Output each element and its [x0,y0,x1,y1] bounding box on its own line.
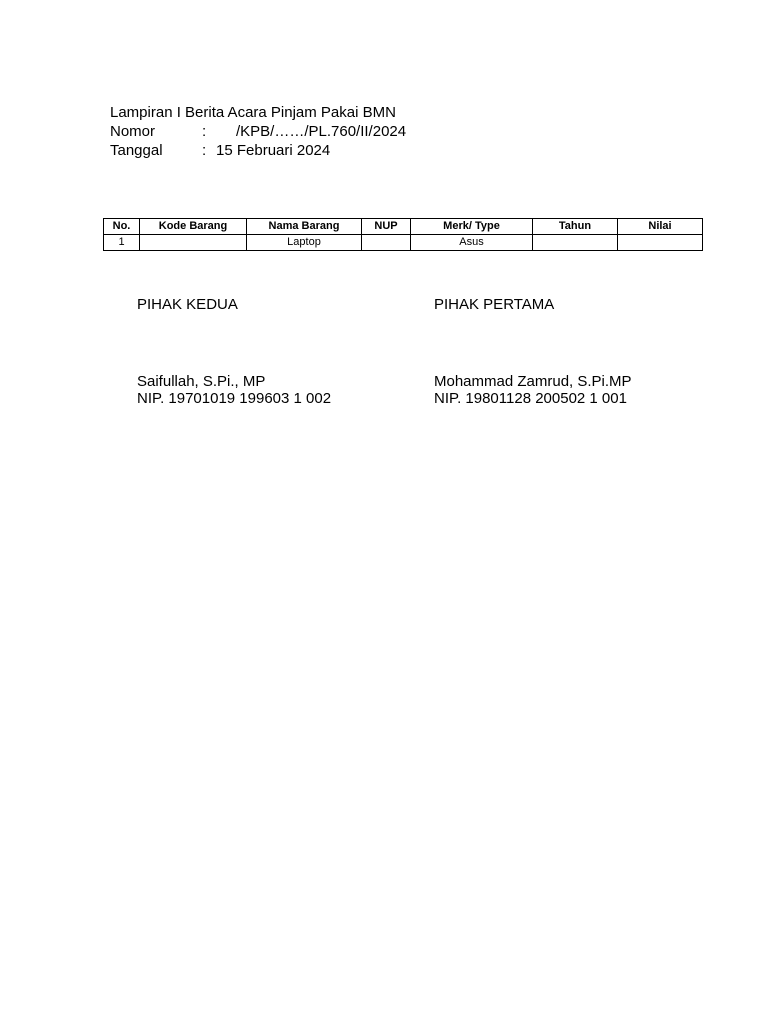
column-header: Kode Barang [140,219,247,235]
column-header: Merk/ Type [411,219,533,235]
table-cell: Laptop [247,235,362,251]
table-header-row [104,219,703,235]
table-row [104,235,703,251]
items-table [103,218,703,251]
signature-block-left [137,296,331,407]
signatory-nip: NIP. 19701019 199603 1 002 [137,390,332,407]
signatory-name: Saifullah, S.Pi., MP [137,373,266,390]
tanggal-row [110,141,406,160]
nomor-row [110,122,406,141]
table-cell [618,235,703,251]
signatory-name: Mohammad Zamrud, S.Pi.MP [434,373,632,390]
signatory-nip: NIP. 19801128 200502 1 001 [434,390,627,407]
signatory-role: PIHAK KEDUA [137,296,238,313]
tanggal-colon: : [202,142,207,159]
column-header: Nama Barang [247,219,362,235]
column-header: NUP [362,219,411,235]
table-cell [362,235,411,251]
tanggal-value: 15 Februari 2024 [216,142,331,159]
signature-block-right [434,296,632,407]
table-cell [533,235,618,251]
tanggal-label: Tanggal [110,142,163,159]
nomor-value: /KPB/……/PL.760/II/2024 [236,123,407,140]
table-cell: Asus [411,235,533,251]
column-header: Nilai [618,219,703,235]
table-cell: 1 [104,235,140,251]
nomor-label: Nomor [110,123,156,140]
nomor-colon: : [202,123,207,140]
table-cell [140,235,247,251]
column-header: No. [104,219,140,235]
signatory-role: PIHAK PERTAMA [434,296,555,313]
document-header [110,103,406,160]
column-header: Tahun [533,219,618,235]
attachment-title: Lampiran I Berita Acara Pinjam Pakai BMN [110,104,396,121]
